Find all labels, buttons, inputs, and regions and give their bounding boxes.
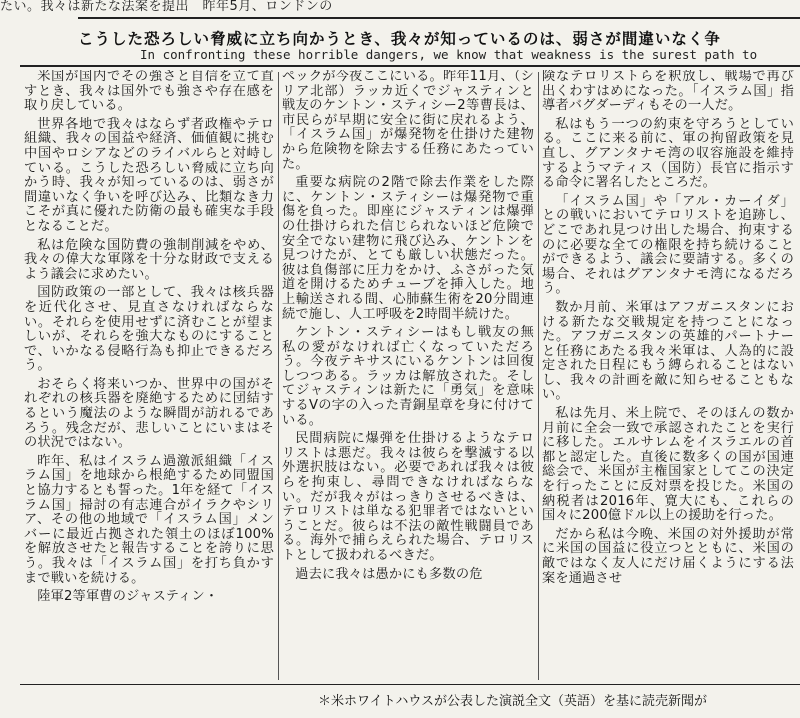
paragraph: ペックが今夜ここにいる。昨年11月、（シリア北部）ラッカ近くでジャスティンと戦友のケントン・スティシー2等曹長は、市民らが早期に安全に街に戻れるよう、「イスラム国」が爆発物を仕掛けた建物から危険物を除去する任務にあたっていた。 [282, 70, 534, 172]
column-divider [538, 72, 539, 680]
source-footnote: ＊米ホワイトハウスが公表した演説全文（英語）を基に読売新聞が [318, 694, 707, 709]
paragraph: 過去に我々は愚かにも多数の危 [295, 566, 483, 582]
paragraph: 昨年、私はイスラム過激派組織「イスラム国」を地球から根絶するため同盟国と協力するとも誓った。1年を経て「イスラム国」掃討の有志連合がイラクやシリア、その他の地域で「イスラム国」メンバーに最近占拠された領土のほぼ100%を解放させたと報告することを誇りに思う。我々は「イスラム国」を打ち負かすまで戦いを続ける。 [24, 453, 274, 586]
top-fragment [0, 0, 800, 14]
paragraph: 私は先月、米上院で、そのほんの数か月前に全会一致で承認されたことを実行に移した。エルサレムをイスラエルの首都と認定した。直後に数多くの国が国連総会で、米国が主権国家としてこの決定を行ったことに反対票を投じた。米国の納税者は2016年、寛大にも、これらの国々に200億ドル以上の援助を行った。 [542, 406, 794, 524]
footer-rule [20, 684, 800, 685]
paragraph: 重要な病院の2階で除去作業をした際に、ケントン・スティシーは爆発物で重傷を負った。即座にジャスティンは爆弾の仕掛けられた信じられないほど危険で安全でない建物に飛び込み、ケントンを見つけたが、とても厳しい状態だった。彼は負傷部に圧力をかけ、ふさがった気道を開けるためチューブを挿入した。地上輸送される間、心肺蘇生術を20分間連続で施し、人工呼吸を2時間半続けた。 [282, 175, 534, 322]
paragraph: だから私は今晩、米国の対外援助が常に米国の国益に役立つとともに、米国の敵ではなく友人にだけ届くようにする法案を通過させ [542, 526, 794, 586]
paragraph: 「イスラム国」や「アル・カーイダ」との戦いにおいてテロリストを追跡し、どこであれ見つけ出した場合、拘束するのに必要な全ての権限を持ち続けることができるよう、議会に要請する。多くの場合、それはグアンタナモ湾になるだろう。 [542, 193, 794, 297]
paragraph: 国防政策の一部として、我々は核兵器を近代化させ、見直さなければならない。それらを使用せずに済むことが望ましいが、それらを強大なものにすることで、いかなる侵略行為も抑止できるだろう。 [24, 285, 274, 374]
paragraph: 険なテロリストらを釈放し、戦場で再び出くわすはめになった。「イスラム国」指導者バグダーディもその一人だ。 [542, 70, 794, 114]
headline: こうした恐ろしい脅威に立ち向かうとき、我々が知っているのは、弱さが間違いなく争 [78, 30, 721, 48]
article-column-2 [282, 70, 534, 682]
paragraph: 私はもう一つの約束を守ろうとしている。ここに来る前に、軍の拘留政策を見直し、グアンタナモ湾の収容施設を維持するようマティス（国防）長官に指示する命令に署名したところだ。 [542, 116, 794, 191]
paragraph: ケントン・スティシーはもし戦友の無私の愛がなければ亡くなっていただろう。今夜テキサスにいるケントンは回復しつつある。ラッカは解放された。そしてジャスティンは新たに「勇気」を意味するVの字の入った青銅星章を身に付けている。 [282, 325, 534, 428]
article-column-1 [24, 70, 274, 682]
top-fragment-right: 昨年5月、ロンドンの [202, 0, 333, 14]
paragraph: おそらく将来いつか、世界中の国がそれぞれの核兵器を廃絶するために団結するという魔法のような瞬間が訪れるであろう。残念だが、悲しいことにいまはその状況ではない。 [24, 376, 274, 451]
column-divider [278, 72, 279, 680]
paragraph: 世界各地で我々はならず者政権やテロ組織、我々の国益や経済、価値観に挑む中国やロシアなどのライバルらと対峙している。こうした恐ろしい脅威に立ち向かう時、我々が知っているのは、弱さが間違いなく争いを呼び込み、比類なき力こそが真に優れた防衛の最も確実な手段となることだ。 [24, 116, 274, 234]
paragraph: 数か月前、米軍はアフガニスタンにおける新たな交戦規定を持つことになった。アフガニスタンの英雄的パートナーと任務にあたる我々米軍は、人為的に設定された日程にもう縛られることはないし、我々の計画を敵に知らせることもない。 [542, 299, 794, 403]
header-rule [20, 65, 800, 67]
paragraph: 米国が国内でその強さと自信を立て直すとき、我々は国外でも強さや存在感を取り戻している。 [24, 70, 274, 114]
top-rule [78, 17, 800, 19]
paragraph: 民間病院に爆弾を仕掛けるようなテロリストは悪だ。我々は彼らを撃滅する以外選択肢はない。必要であれば我々は彼らを拘束し、尋問できなければならない。だが我々がはっきりさせるべきは、テロリストは単なる犯罪者ではないということだ。彼らは不法の敵性戦闘員である。海外で捕らえられた場合、テロリストとして扱われるべきだ。 [282, 431, 534, 563]
article-column-3 [542, 70, 794, 682]
top-fragment-left: たい。我々は新たな法案を提出 [0, 0, 190, 14]
paragraph: 陸軍2等軍曹のジャスティン・ [37, 589, 219, 605]
subheadline: In confronting these horrible dangers, we know that weakness is the surest path to [140, 47, 758, 62]
paragraph: 私は危険な国防費の強制削減をやめ、我々の偉大な軍隊を十分な財政で支えるよう議会に求めたい。 [24, 237, 274, 282]
